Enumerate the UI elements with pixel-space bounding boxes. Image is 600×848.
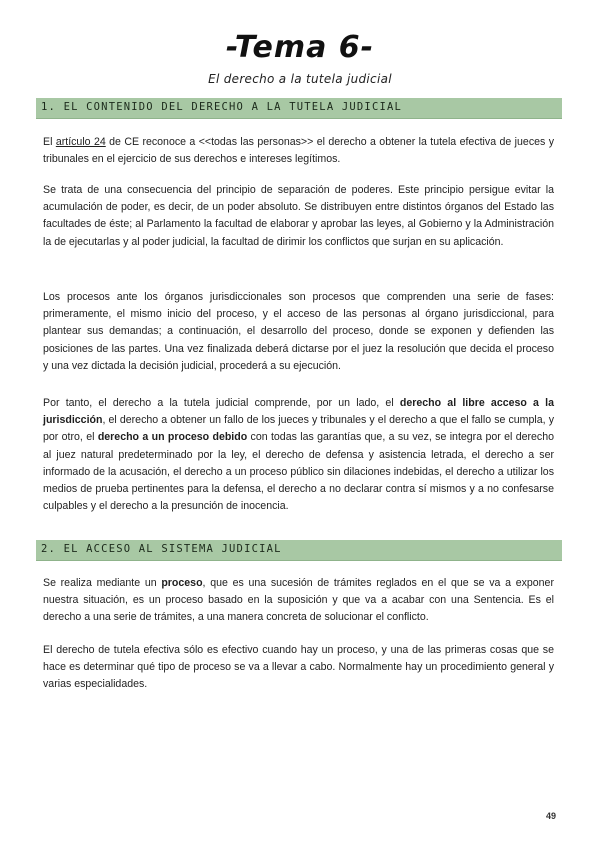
section-heading-1 xyxy=(36,98,562,119)
paragraph-article-24 xyxy=(43,134,554,168)
page-number: 49 xyxy=(545,811,556,821)
article-reference: artículo 24 xyxy=(55,136,106,148)
paragraph-text: Se realiza mediante un xyxy=(43,577,162,589)
paragraph-text: Por tanto, el derecho a la tutela judicial comprende, por un lado, el xyxy=(43,397,400,409)
bold-term-libre-acceso: derecho al libre acceso a la jurisdicción xyxy=(43,397,554,427)
paragraph-text: con todas las garantías que, a su vez, se integra por el derecho al juez natural predeterminado por la ley, el derecho de defensa y asistencia letrada, el derecho a ser informado de la acusación, el derecho a un proceso público sin dilaciones indebidas, el derecho a utilizar los medios de prueba pertinentes para la defensa, el derecho a no declarar contra sí mismos y a no confesarse culpables y el derecho a la presunción de inocencia. xyxy=(43,431,554,513)
paragraph-acceso-proceso xyxy=(43,575,554,627)
paragraph-text: , el derecho a obtener un fallo de los jueces y tribunales y el derecho a que el fallo se cumpla, y por otro, el xyxy=(43,414,554,444)
paragraph-procesos: Los procesos ante los órganos jurisdiccionales son procesos que comprenden una serie de fases: primeramente, el mismo inicio del proceso, y el acceso de las personas al órgano jurisdiccional, para plantear sus demandas; a continuación, el desarrollo del proceso, donde se exponen y defienden las posiciones de las partes. Una vez finalizada deberá dictarse por el juez la resolución que decida el proceso y una vez dictada la decisión judicial, procederá a su ejecución. xyxy=(43,291,554,372)
paragraph-text: , que es una sucesión de trámites reglados en el que se va a exponer nuestra situación, es un proceso basado en la suposición y que va a acabar con una Sentencia. Es el derecho a una serie de trámites, a una manera concreta de solucionar el conflicto. xyxy=(43,577,554,624)
section-heading-1-text: 1. EL CONTENIDO DEL DERECHO A LA TUTELA JUDICIAL xyxy=(41,101,403,113)
paragraph-separacion-poderes: Se trata de una consecuencia del principio de separación de poderes. Este principio persigue evitar la acumulación de poder, es decir, de un poder absoluto. Se distribuyen entre distintos órganos del Estado las facultades de éste; al Parlamento la facultad de elaborar y aprobar las leyes, al Gobierno y la Administración la de ejecutarlas y al poder judicial, la facultad de dirimir los conflictos que surjan en su aplicación. xyxy=(43,184,554,248)
paragraph-tutela-comprende xyxy=(43,395,554,515)
page-subtitle: El derecho a la tutela judicial xyxy=(208,72,392,86)
paragraph-text: de CE reconoce a <<todas las personas>> el derecho a obtener la tutela efectiva de jueces y tribunales en el ejercicio de sus derechos e intereses legítimos. xyxy=(43,136,554,166)
section-heading-2-text: 2. EL ACCESO AL SISTEMA JUDICIAL xyxy=(41,543,282,555)
paragraph-tutela-efectiva: El derecho de tutela efectiva sólo es efectivo cuando hay un proceso, y una de las primeras cosas que se hace es determinar qué tipo de proceso se va a llevar a cabo. Normalmente hay un procedimiento general y varias especialidades. xyxy=(43,644,554,691)
paragraph-text: El xyxy=(43,136,56,148)
bold-term-proceso-debido: derecho a un proceso debido xyxy=(97,431,248,444)
section-heading-2 xyxy=(36,540,562,561)
bold-term-proceso: proceso xyxy=(161,577,203,589)
page-title: -Tema 6- xyxy=(225,30,375,65)
